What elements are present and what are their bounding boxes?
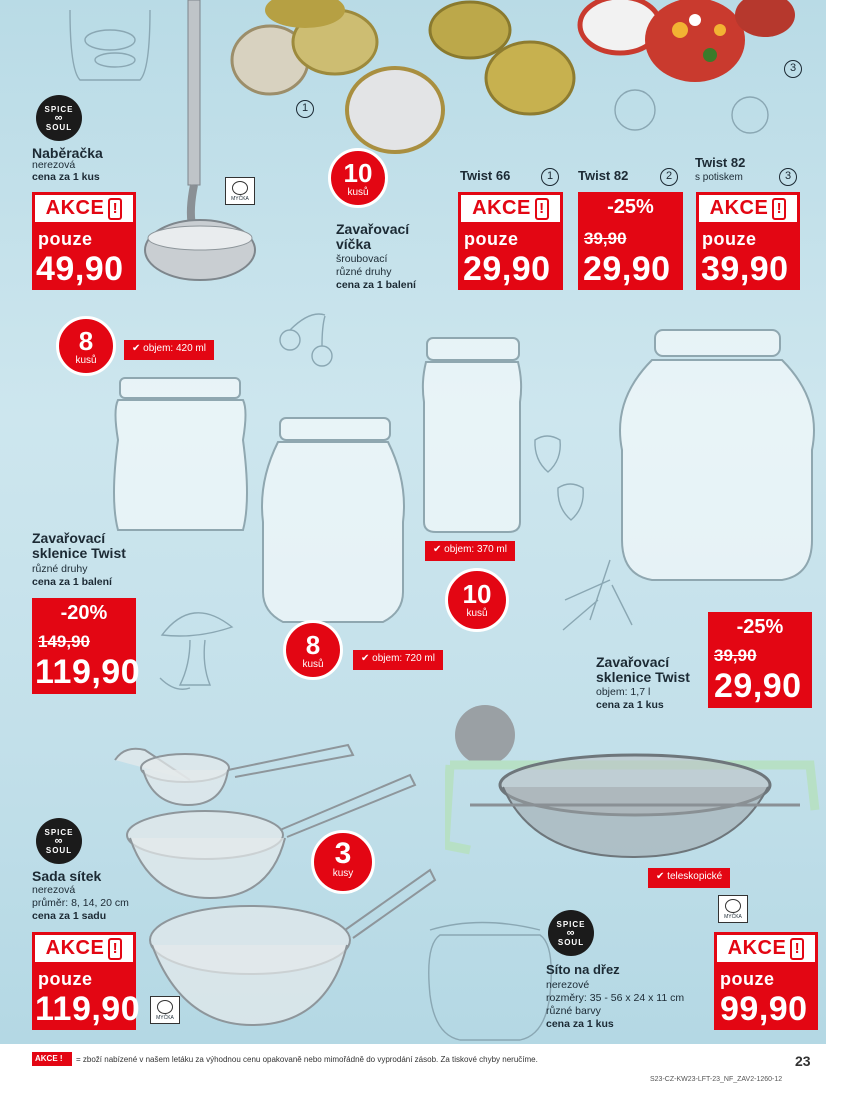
sink-sieve-price-tag bbox=[714, 932, 818, 1030]
lid2-marker: 2 bbox=[660, 168, 678, 186]
jars-price: 119,90 bbox=[35, 653, 141, 691]
lid3-marker: 3 bbox=[779, 168, 797, 186]
big-jar-old-price: 39,90 bbox=[714, 646, 757, 665]
pouze-label: pouze bbox=[464, 229, 519, 249]
sink-sieve-dims: rozměry: 35 - 56 x 24 x 11 cm bbox=[546, 992, 685, 1004]
sink-sieve-photo bbox=[445, 705, 825, 865]
lid3-price: 39,90 bbox=[701, 250, 789, 288]
akce-label: AKCE ! bbox=[696, 192, 800, 225]
lid3-sub: s potiskem bbox=[695, 172, 743, 183]
ladle-material: nerezová bbox=[32, 159, 76, 171]
big-jar-desc: objem: 1,7 l bbox=[596, 686, 651, 698]
sieves-price: 119,90 bbox=[35, 990, 141, 1028]
big-jar-unit: cena za 1 kus bbox=[596, 699, 664, 711]
sieves-count-badge: 3 kusy bbox=[311, 830, 375, 894]
lids-desc-2: různé druhy bbox=[336, 266, 392, 278]
lids-photo bbox=[225, 0, 825, 160]
jar1-count-badge: 8 kusů bbox=[56, 316, 116, 376]
photo-marker-1: 1 bbox=[296, 100, 314, 118]
jar2-volume-label: ✔ objem: 720 ml bbox=[353, 650, 443, 670]
jars-unit: cena za 1 balení bbox=[32, 576, 112, 588]
spice-soul-logo: SPICE ∞ SOUL bbox=[548, 910, 594, 956]
lids-unit: cena za 1 balení bbox=[336, 279, 416, 291]
sieves-unit: cena za 1 sadu bbox=[32, 910, 107, 922]
lid2-name: Twist 82 bbox=[578, 168, 629, 183]
lid3-name: Twist 82 bbox=[695, 155, 746, 170]
jars-title-1: Zavařovací bbox=[32, 530, 106, 546]
lid1-name: Twist 66 bbox=[460, 168, 511, 183]
checkmark-icon: ✔ bbox=[361, 653, 373, 664]
sieves-material: nerezová bbox=[32, 884, 76, 896]
lid1-price: 29,90 bbox=[463, 250, 551, 288]
telescopic-label: ✔ teleskopické bbox=[648, 868, 730, 888]
big-jar-title-1: Zavařovací bbox=[596, 654, 670, 670]
big-jar-title-2: sklenice Twist bbox=[596, 669, 690, 685]
ladle-title: Naběračka bbox=[32, 145, 103, 161]
lids-desc-1: šroubovací bbox=[336, 253, 388, 265]
footer-akce-mark: AKCE ! bbox=[32, 1052, 72, 1066]
lid1-price-tag bbox=[458, 192, 563, 290]
jars-desc: různé druhy bbox=[32, 563, 88, 575]
sieves-title: Sada sítek bbox=[32, 868, 102, 884]
lids-count-badge: 10 kusů bbox=[328, 148, 388, 208]
akce-label: AKCE ! bbox=[458, 192, 563, 225]
dishwasher-icon: MYČKA bbox=[225, 177, 255, 205]
checkmark-icon: ✔ bbox=[433, 544, 445, 555]
big-jar-price: 29,90 bbox=[714, 667, 802, 705]
jar3-volume-label: ✔ objem: 370 ml bbox=[425, 541, 515, 561]
checkmark-icon: ✔ bbox=[132, 343, 144, 354]
big-jar-price-tag bbox=[708, 612, 812, 708]
photo-marker-3: 3 bbox=[784, 60, 802, 78]
spice-soul-logo: SPICE ∞ SOUL bbox=[36, 95, 82, 141]
ladle-price: 49,90 bbox=[36, 250, 124, 288]
footer-code: S23-CZ-KW23-LFT-23_NF_ZAV2-1260-12 bbox=[650, 1076, 783, 1083]
spice-soul-logo: SPICE ∞ SOUL bbox=[36, 818, 82, 864]
sieves-price-tag bbox=[32, 932, 141, 1030]
ladle-unit: cena za 1 kus bbox=[32, 171, 100, 183]
ladle-photo bbox=[140, 0, 260, 290]
lid2-price-tag bbox=[578, 192, 683, 290]
akce-label: AKCE ! bbox=[714, 932, 818, 965]
checkmark-icon: ✔ bbox=[656, 871, 668, 882]
ladle-price-tag bbox=[32, 192, 136, 290]
lid2-old-price: 39,90 bbox=[584, 229, 627, 248]
pouze-label: pouze bbox=[38, 969, 93, 989]
lid3-price-tag bbox=[696, 192, 800, 290]
sieves-dims: průměr: 8, 14, 20 cm bbox=[32, 897, 129, 909]
lid1-marker: 1 bbox=[541, 168, 559, 186]
sink-sieve-material: nerezové bbox=[546, 979, 590, 991]
jars-discount: -20% bbox=[60, 602, 108, 624]
pouze-label: pouze bbox=[720, 969, 775, 989]
sink-sieve-price: 99,90 bbox=[720, 990, 808, 1028]
pouze-label: pouze bbox=[38, 229, 93, 249]
lids-title-2: víčka bbox=[336, 236, 372, 252]
lid2-price: 29,90 bbox=[583, 250, 671, 288]
akce-label: AKCE ! bbox=[32, 192, 136, 225]
sieves-photo bbox=[110, 740, 440, 1030]
sink-sieve-title: Síto na dřez bbox=[546, 962, 620, 977]
sink-sieve-colors: různé barvy bbox=[546, 1005, 601, 1017]
jars-price-tag bbox=[32, 598, 141, 694]
lids-title-1: Zavařovací bbox=[336, 221, 410, 237]
page-number: 23 bbox=[795, 1053, 811, 1069]
jars-old-price: 149,90 bbox=[38, 632, 90, 651]
jar1-volume-label: ✔ objem: 420 ml bbox=[124, 340, 214, 360]
footer-note: = zboží nabízené v našem letáku za výhodnou cenu opakovaně nebo mimořádně do vyprodání zásob. Za tiskové chyby neručíme. bbox=[76, 1055, 538, 1064]
dishwasher-icon: MYČKA bbox=[718, 895, 748, 923]
lid2-discount: -25% bbox=[607, 196, 654, 218]
sink-sieve-unit: cena za 1 kus bbox=[546, 1018, 614, 1030]
pouze-label: pouze bbox=[702, 229, 757, 249]
jar2-count-badge: 8 kusů bbox=[283, 620, 343, 680]
dishwasher-icon: MYČKA bbox=[150, 996, 180, 1024]
jars-title-2: sklenice Twist bbox=[32, 545, 126, 561]
jar3-count-badge: 10 kusů bbox=[445, 568, 509, 632]
akce-label: AKCE ! bbox=[32, 932, 136, 965]
big-jar-discount: -25% bbox=[736, 616, 784, 638]
